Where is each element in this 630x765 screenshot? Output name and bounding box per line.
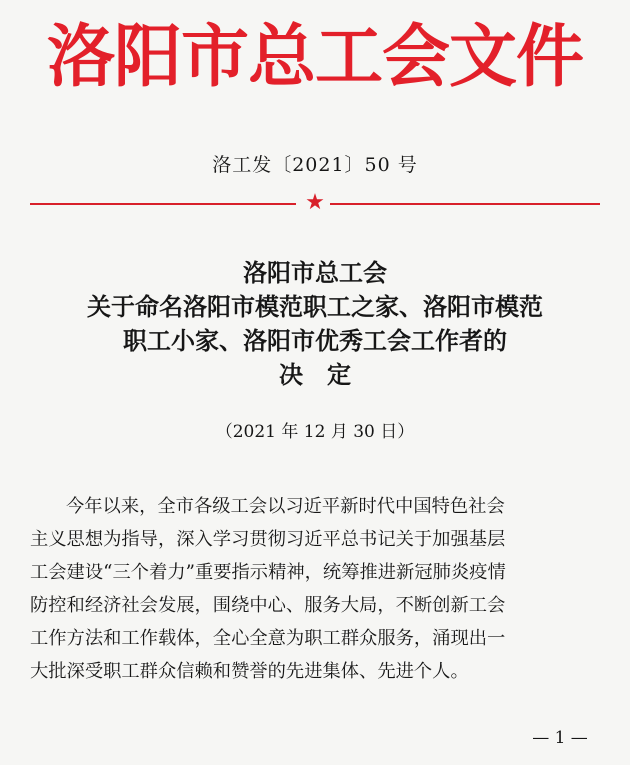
title-line-4: 决 定 [279, 360, 351, 389]
body-line: 今年以来，全市各级工会以习近平新时代中国特色社会 [66, 496, 505, 517]
red-divider [30, 190, 600, 215]
body-line: 工作方法和工作载体，全心全意为职工群众服务，涌现出一 [30, 628, 506, 649]
divider-rule-right [330, 203, 600, 205]
masthead-title: 洛阳市总工会文件 [46, 18, 583, 97]
title-line-1: 洛阳市总工会 [243, 258, 387, 287]
page-number: — 1 — [532, 728, 588, 748]
title-line-2: 关于命名洛阳市模范职工之家、洛阳市模范 [87, 292, 543, 321]
body-line: 防控和经济社会发展，围绕中心、服务大局，不断创新工会 [30, 595, 506, 616]
document-title [0, 256, 630, 392]
body-paragraph [30, 490, 605, 688]
document-number: 洛工发〔2021〕50 号 [212, 154, 418, 176]
document-date: （2021 年 12 月 30 日） [215, 422, 415, 442]
body-line: 大批深受职工群众信赖和赞誉的先进集体、先进个人。 [30, 661, 469, 682]
body-line: 工会建设“三个着力”重要指示精神，统筹推进新冠肺炎疫情 [30, 562, 506, 583]
star-icon: ★ [305, 190, 325, 215]
divider-rule-left [30, 203, 296, 205]
title-line-3: 职工小家、洛阳市优秀工会工作者的 [123, 326, 507, 355]
body-line: 主义思想为指导，深入学习贯彻习近平总书记关于加强基层 [30, 529, 506, 550]
